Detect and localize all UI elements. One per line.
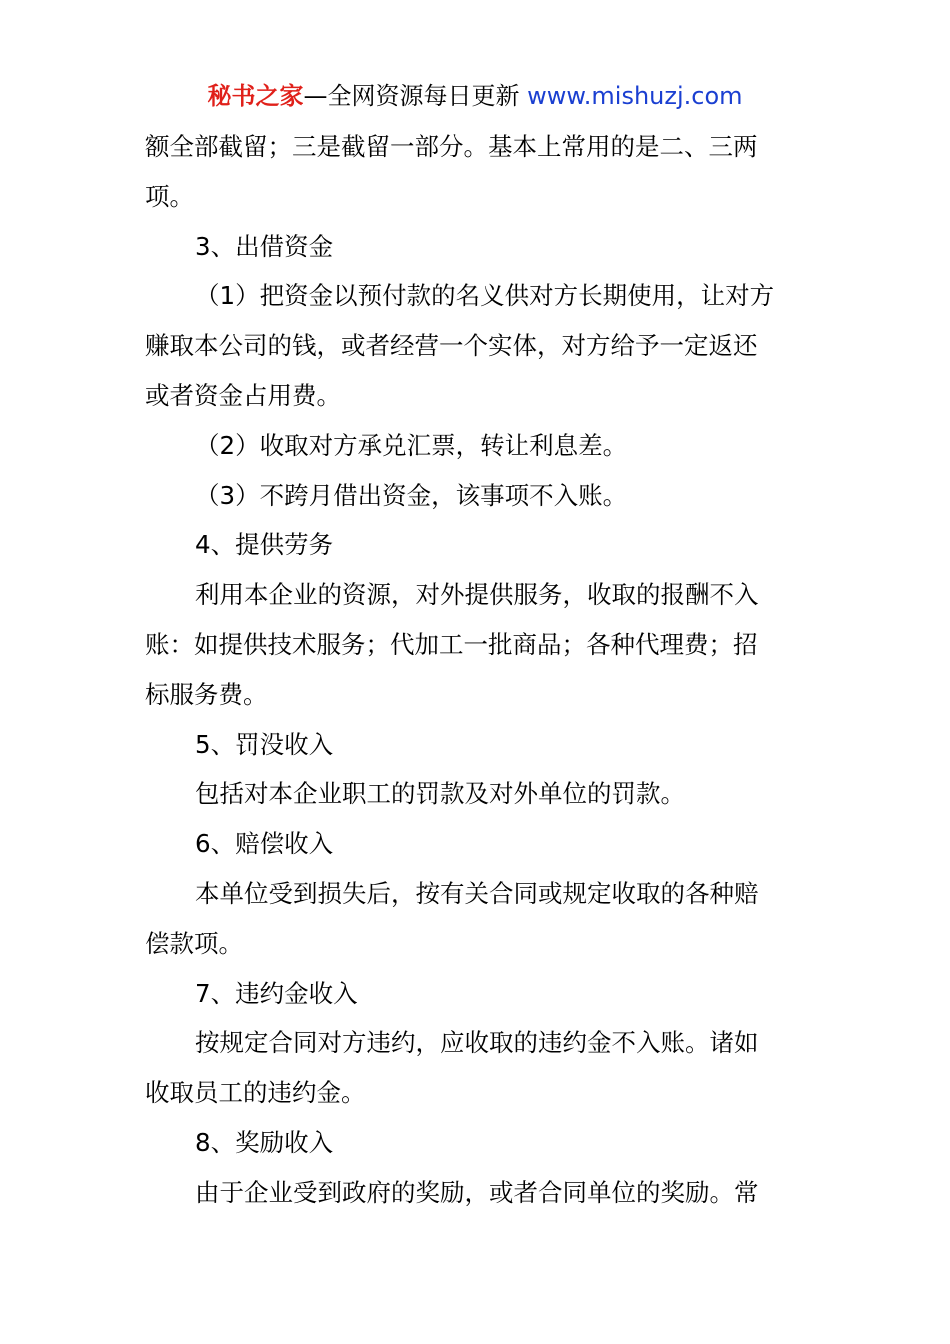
body-line: 收取员工的违约金。 (145, 1078, 366, 1108)
body-line: 账：如提供技术服务；代加工一批商品；各种代理费；招 (145, 629, 758, 659)
body-line: 项。 (145, 181, 194, 211)
site-header (0, 80, 950, 112)
document-body (145, 122, 810, 1218)
brand-name: 秘书之家 (207, 82, 304, 110)
body-line: 包括对本企业职工的罚款及对外单位的罚款。 (195, 779, 685, 809)
body-line: 额全部截留；三是截留一部分。基本上常用的是二、三两 (145, 132, 758, 161)
body-line: 或者资金占用费。 (145, 380, 341, 410)
body-line: 标服务费。 (145, 679, 268, 709)
body-line: （3）不跨月借出资金，该事项不入账。 (195, 480, 628, 510)
body-line: 本单位受到损失后，按有关合同或规定收取的各种赔 (195, 878, 759, 908)
section-heading: 3、出借资金 (195, 231, 334, 261)
body-line: 利用本企业的资源，对外提供服务，收取的报酬不入 (195, 580, 759, 610)
body-line: 由于企业受到政府的奖励，或者合同单位的奖励。常 (195, 1177, 759, 1207)
section-heading: 8、奖励收入 (195, 1127, 334, 1157)
body-line: 赚取本公司的钱，或者经营一个实体，对方给予一定返还 (145, 331, 758, 361)
section-heading: 4、提供劳务 (195, 530, 334, 560)
section-heading: 7、违约金收入 (195, 978, 358, 1008)
body-line: 偿款项。 (145, 928, 243, 958)
site-url-link[interactable]: www.mishuzj.com (527, 82, 743, 110)
body-line: （1）把资金以预付款的名义供对方长期使用，让对方 (195, 281, 775, 311)
section-heading: 5、罚没收入 (195, 729, 334, 759)
section-heading: 6、赔偿收入 (195, 829, 334, 859)
body-line: 按规定合同对方违约，应收取的违约金不入账。诸如 (195, 1028, 759, 1058)
body-line: （2）收取对方承兑汇票，转让利息差。 (195, 430, 628, 460)
header-tagline: —全网资源每日更新 (303, 82, 520, 110)
